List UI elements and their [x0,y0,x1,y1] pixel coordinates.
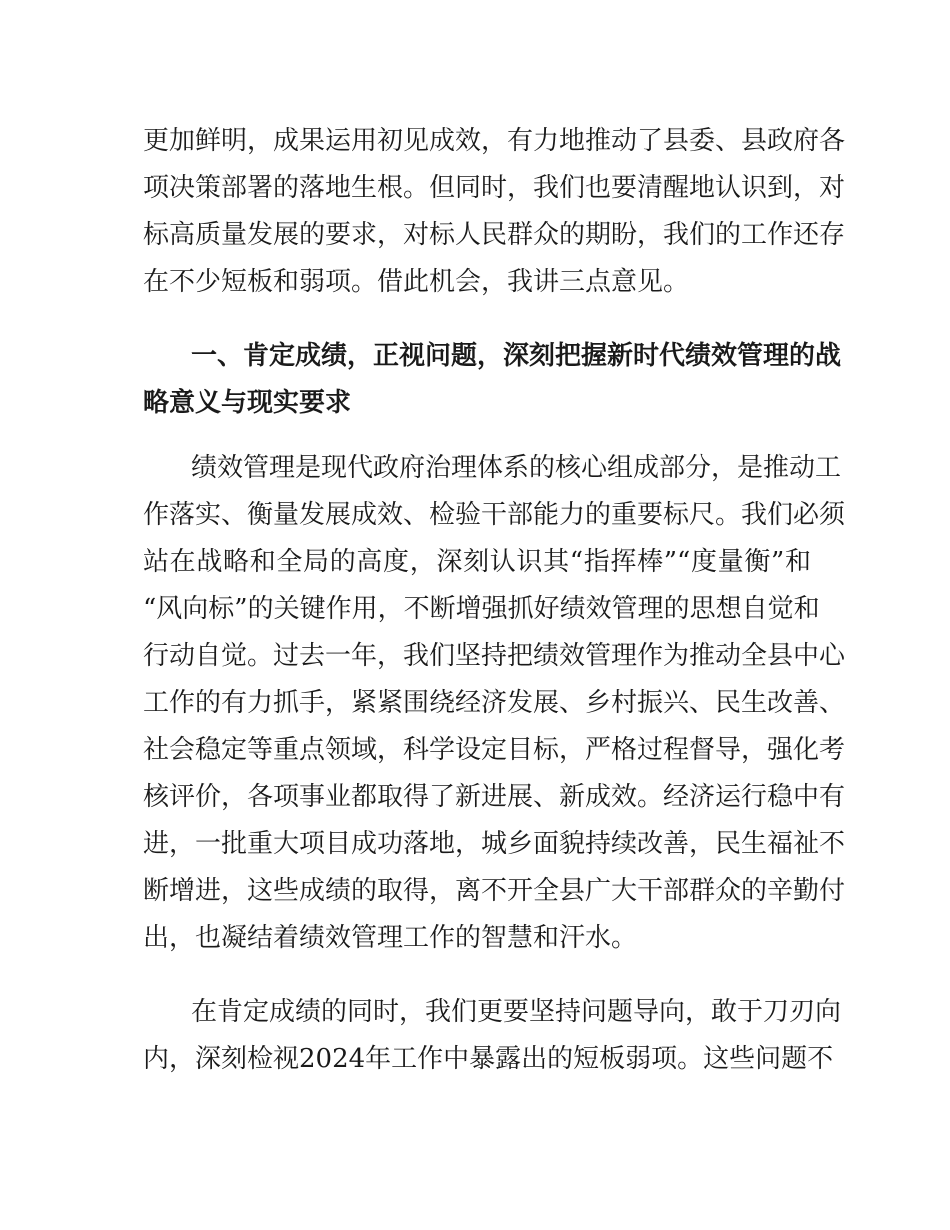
document-page [143,118,846,1083]
body-paragraph-2 [143,989,842,1083]
text-line: 出，也凝结着绩效管理工作的智慧和汗水。 [143,923,638,953]
heading-line: 一、肯定成绩，正视问题，深刻把握新时代绩效管理的战 [191,341,842,371]
intro-paragraph [143,118,846,306]
text-line: 站在战略和全局的高度，深刻认识其“指挥棒”“度量衡”和 [143,547,811,577]
text-line: 在肯定成绩的同时，我们更要坚持问题导向，敢于刀刃向 [191,997,842,1027]
text-line: 行动自觉。过去一年，我们坚持把绩效管理作为推动全县中心 [143,641,846,671]
text-line: 断增进，这些成绩的取得，离不开全县广大干部群众的辛勤付 [143,876,846,906]
text-line: 标高质量发展的要求，对标人民群众的期盼，我们的工作还存 [143,220,846,250]
text-line: 进，一批重大项目成功落地，城乡面貌持续改善，民生福祉不 [143,829,846,859]
text-line: 在不少短板和弱项。借此机会，我讲三点意见。 [143,267,690,297]
text-line: 内，深刻检视2024年工作中暴露出的短板弱项。这些问题不 [143,1044,834,1074]
text-line: 核评价，各项事业都取得了新进展、新成效。经济运行稳中有 [143,782,846,812]
text-line: 绩效管理是现代政府治理体系的核心组成部分，是推动工 [191,453,842,483]
heading-line: 略意义与现实要求 [143,388,352,418]
text-line: 作落实、衡量发展成效、检验干部能力的重要标尺。我们必须 [143,500,846,530]
text-line: 社会稳定等重点领域，科学设定目标，严格过程督导，强化考 [143,735,846,765]
section-heading [143,333,842,427]
text-line: 工作的有力抓手，紧紧围绕经济发展、乡村振兴、民生改善、 [143,688,846,718]
body-paragraph-1 [143,445,846,962]
text-line: 更加鲜明，成果运用初见成效，有力地推动了县委、县政府各 [143,126,846,156]
text-line: 项决策部署的落地生根。但同时，我们也要清醒地认识到，对 [143,173,846,203]
text-line: “风向标”的关键作用，不断增强抓好绩效管理的思想自觉和 [143,594,820,624]
